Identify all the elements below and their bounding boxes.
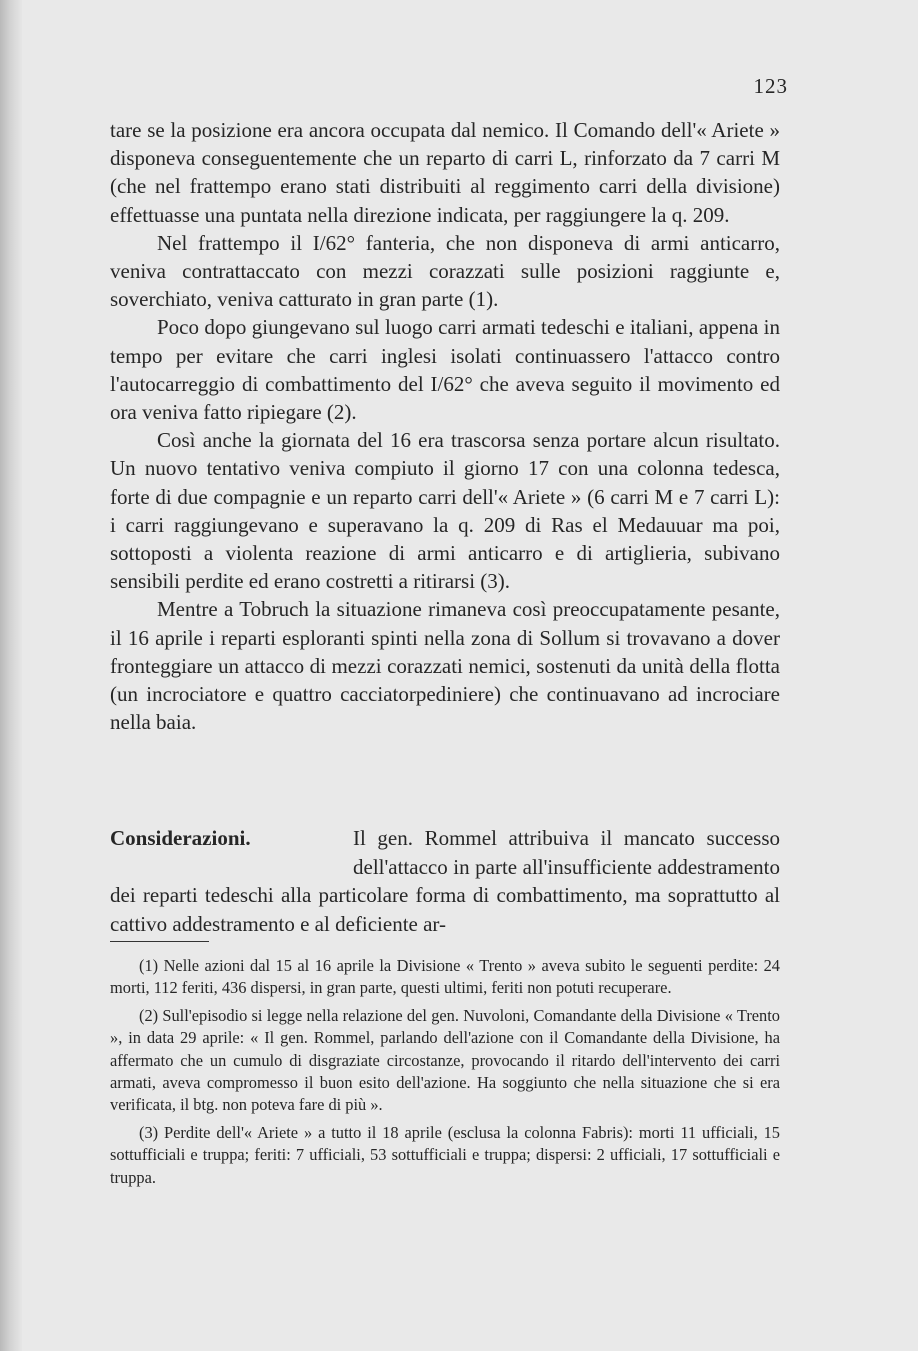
paragraph: Mentre a Tobruch la situazione rimaneva così preoccupatamente pesante, il 16 aprile i reparti esploranti spinti nella zona di Sollum si trovavano a dover fronteggiare un attacco di mezzi corazzati nemici, sostenuti da unità della flotta (un incrociatore e quattro cacciatorpediniere) che continuavano ad incrociare nella baia. (110, 597, 780, 735)
footnotes (110, 955, 780, 1194)
section-heading: Considerazioni. (110, 826, 251, 850)
footnote-1: (1) Nelle azioni dal 15 al 16 aprile la Divisione « Trento » aveva subito le seguenti perdite: 24 morti, 112 feriti, 436 dispersi, in gran parte, questi ultimi, feriti non potuti recuperare. (110, 956, 780, 998)
paragraph-continuation: tare se la posizione era ancora occupata dal nemico. Il Comando dell'« Ariete » disponeva conseguentemente che un reparto di carri L, rinforzato da 7 carri M (che nel frattempo erano stati distribuiti al reggimento carri della divisione) effettuasse una puntata nella direzione indicata, per raggiungere la q. 209. (110, 118, 780, 227)
footnote-3: (3) Perdite dell'« Ariete » a tutto il 18 aprile (esclusa la colonna Fabris): morti 11 ufficiali, 15 sottufficiali e truppa; feriti: 7 ufficiali, 53 sottufficiali e truppa; dispersi: 2 ufficiali, 17 sottufficiali e truppa. (110, 1122, 780, 1187)
page-number: 123 (753, 74, 788, 98)
paragraph: Nel frattempo il I/62° fanteria, che non disponeva di armi anticarro, veniva contrattaccato con mezzi corazzati sulle posizioni raggiunte e, soverchiato, veniva catturato in gran parte (1). (110, 230, 780, 312)
considerations-paragraph: Il gen. Rommel attribuiva il mancato successo dell'attacco in parte all'insufficiente addestramento dei reparti tedeschi alla particolare forma di combattimento, ma soprattutto al cattivo addestramento e al deficiente ar- (110, 826, 780, 936)
main-text (110, 116, 780, 736)
footnote-divider (110, 941, 209, 942)
footnote-2: (2) Sull'episodio si legge nella relazione del gen. Nuvoloni, Comandante della Divisione « Trento », in data 29 aprile: « Il gen. Rommel, parlando dell'azione con il Comandante della Divisione, ha affermato che un cumulo di disgraziate circostanze, provocando il ritardo dell'intervento dei carri armati, aveva compromesso il buon esito dell'azione. Ha soggiunto che nella situazione che si era verificata, il btg. non poteva fare di più ». (110, 1005, 780, 1115)
paragraph: Così anche la giornata del 16 era trascorsa senza portare alcun risultato. Un nuovo tentativo veniva compiuto il giorno 17 con una colonna tedesca, forte di due compagnie e un reparto carri dell'« Ariete » (6 carri M e 7 carri L): i carri raggiungevano e superavano la q. 209 di Ras el Medauuar ma poi, sottoposti a violenta reazione di armi anticarro e di artiglieria, subivano sensibili perdite ed erano costretti a ritirarsi (3). (110, 428, 780, 594)
paragraph: Poco dopo giungevano sul luogo carri armati tedeschi e italiani, appena in tempo per evitare che carri inglesi isolati continuassero l'attacco contro l'autocarreggio di combattimento del I/62° che aveva seguito il movimento ed ora veniva fatto ripiegare (2). (110, 315, 780, 425)
considerations-section (110, 824, 780, 938)
